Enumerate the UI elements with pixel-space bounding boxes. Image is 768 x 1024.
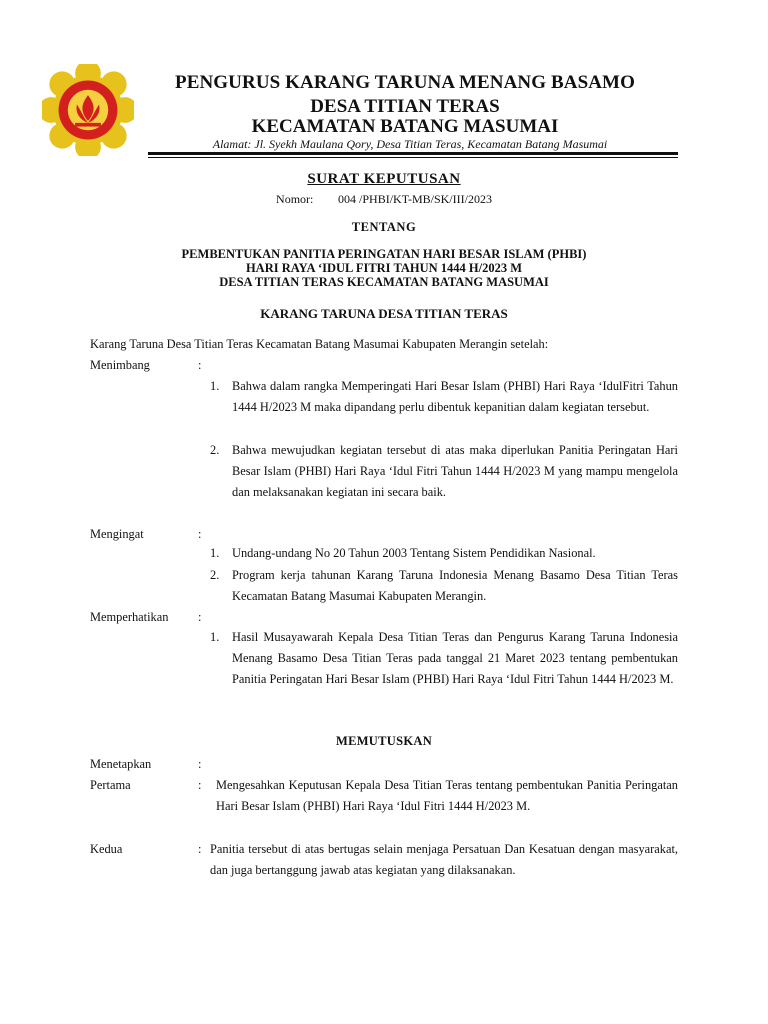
pertama-label: Pertama (90, 778, 131, 792)
pertama-text: Mengesahkan Keputusan Kepala Desa Titian Teras tentang pembentukan Panitia Peringatan Hari Besar Islam (PHBI) Hari Raya ‘Idul Fitri 1444 H/2023 M. (216, 778, 678, 813)
tentang-heading: TENTANG (351, 220, 417, 234)
menimbang-item-2-text: Bahwa mewujudkan kegiatan tersebut di atas maka diperlukan Panitia Peringatan Hari Besar Islam (PHBI) Hari Raya ‘Idul Fitri Tahun 1444 H/2023 M yang mampu mengelola dan melaksanakan kegiatan ini secara baik. (232, 443, 678, 499)
menimbang-item-2-number: 2. (210, 443, 220, 457)
mengingat-item-2-number: 2. (210, 568, 220, 582)
memperhatikan-item-1-number: 1. (210, 630, 220, 644)
letterhead-rule-thin (148, 157, 678, 158)
kedua-text: Panitia tersebut di atas bertugas selain menjaga Persatuan Dan Kesatuan dengan masyarakat, dan juga bertanggung jawab atas kegiatan yang dilaksanakan. (210, 842, 678, 877)
mengingat-item-1-text: Undang-undang No 20 Tahun 2003 Tentang Sistem Pendidikan Nasional. (232, 546, 596, 560)
mengingat-item-1-number: 1. (210, 546, 220, 560)
letterhead-line-1: PENGURUS KARANG TARUNA MENANG BASAMO (175, 72, 635, 93)
menetapkan-colon: : (198, 757, 202, 771)
mengingat-colon: : (198, 527, 202, 541)
mengingat-label: Mengingat (90, 527, 144, 541)
kedua-colon: : (198, 842, 202, 856)
menimbang-item-1-number: 1. (210, 379, 220, 393)
document-number (0, 192, 768, 207)
memperhatikan-item-1-text: Hasil Musayawarah Kepala Desa Titian Teras dan Pengurus Karang Taruna Indonesia Menang Basamo Desa Titian Teras pada tanggal 21 Maret 2023 tentang pembentukan Panitia Peringatan Hari Besar Islam (PHBI) Hari Raya ‘Idul Fitri Tahun 1444 H/2023 M. (232, 630, 678, 686)
document-number-value: 004 /PHBI/KT-MB/SK/III/2023 (338, 192, 492, 206)
subject-line-2: HARI RAYA ‘IDUL FITRI TAHUN 1444 H/2023 M (245, 261, 523, 275)
memperhatikan-colon: : (198, 610, 202, 624)
menimbang-colon: : (198, 358, 202, 372)
letterhead-rule-thick (148, 152, 678, 155)
subject-line-3: DESA TITIAN TERAS KECAMATAN BATANG MASUMAI (219, 275, 549, 289)
karang-taruna-logo (42, 64, 134, 156)
intro-paragraph: Karang Taruna Desa Titian Teras Kecamatan Batang Masumai Kabupaten Merangin setelah: (90, 337, 549, 351)
menetapkan-label: Menetapkan (90, 757, 152, 771)
menimbang-item-1-text: Bahwa dalam rangka Memperingati Hari Besar Islam (PHBI) Hari Raya ‘IdulFitri Tahun 1444 H/2023 M maka dipandang perlu dibentuk kepanitian dalam kegiatan tersebut. (232, 379, 678, 414)
memutuskan-heading: MEMUTUSKAN (335, 734, 433, 748)
issuer-heading: KARANG TARUNA DESA TITIAN TERAS (260, 306, 508, 321)
letterhead-line-3: KECAMATAN BATANG MASUMAI (251, 116, 559, 137)
letterhead-line-2: DESA TITIAN TERAS (310, 96, 500, 117)
menimbang-label: Menimbang (90, 358, 150, 372)
mengingat-item-2-text: Program kerja tahunan Karang Taruna Indonesia Menang Basamo Desa Titian Teras Kecamatan Batang Masumai Kabupaten Merangin. (232, 568, 678, 603)
memperhatikan-label: Memperhatikan (90, 610, 169, 624)
pertama-colon: : (198, 778, 202, 792)
subject-line-1: PEMBENTUKAN PANITIA PERINGATAN HARI BESAR ISLAM (PHBI) (181, 247, 587, 261)
letterhead-address: Alamat: Jl. Syekh Maulana Qory, Desa Titian Teras, Kecamatan Batang Masumai (212, 137, 608, 151)
document-number-label: Nomor: (276, 192, 314, 206)
document-title: SURAT KEPUTUSAN (307, 171, 461, 187)
kedua-label: Kedua (90, 842, 123, 856)
